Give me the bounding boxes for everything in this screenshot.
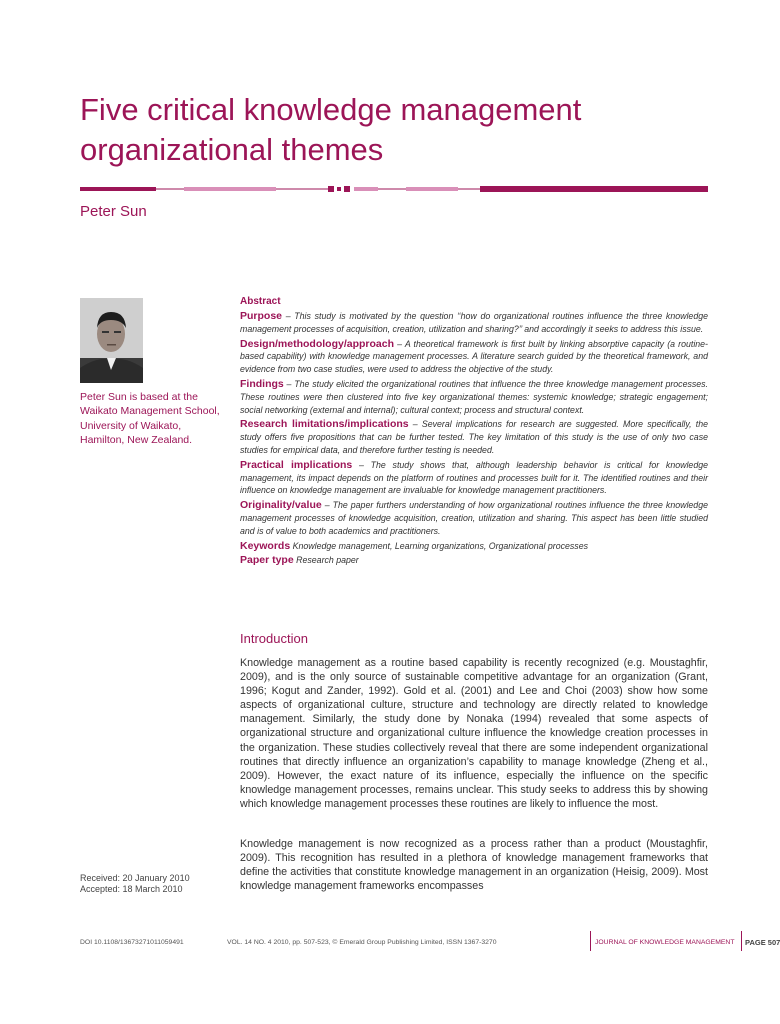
abstract-section xyxy=(240,296,708,569)
author-affiliation: Peter Sun is based at the Waikato Management School, University of Waikato, Hamilton, New Zealand. xyxy=(80,391,220,447)
received-date: Received: 20 January 2010 xyxy=(80,873,190,883)
abstract-originality xyxy=(240,499,708,537)
abstract-heading: Abstract xyxy=(240,296,281,307)
abstract-text: – The paper furthers understanding of how organizational routines influence the three knowledge management processes of knowledge acquisition, creation, utilization and sharing. This aspect has been little studied and is of value to both academics and practitioners. xyxy=(240,500,708,536)
abstract-text: Knowledge management, Learning organizations, Organizational processes xyxy=(290,540,588,551)
footer-divider xyxy=(741,931,742,951)
abstract-label: Purpose xyxy=(240,310,283,322)
abstract-findings xyxy=(240,378,708,416)
footer-divider xyxy=(590,931,591,951)
abstract-text: – The study shows that, although leadership behavior is critical for knowledge management, its impact depends on the platform of routines and processes built for it. The identified routines and their influence on knowledge management are invaluable for knowledge management practitioners. xyxy=(240,459,708,496)
abstract-paper-type xyxy=(240,554,708,567)
abstract-text: Research paper xyxy=(293,555,359,566)
abstract-text: – Several implications for research are suggested. More specifically, the study offers five propositions that can be further tested. The key limitation of this study is the use of only two case studies for empirical data, and therefore further testing is needed. xyxy=(240,419,708,455)
abstract-label: Research limitations/implications xyxy=(240,418,409,431)
introduction-paragraph-1: Knowledge management as a routine based capability is recently recognized (e.g. Moustaghfir, 2009), and is the only source of sustainable competitive advantage for an organization (Grant, 1996; Kogut and Zander, 1992). Gold et al. (2001) and Lee and Choi (2003) show how some aspects of organizational culture, structure and technology are directly related to knowledge management. Similarly, the study done by Nonaka (1994) revealed that some aspects of organizational structure and organizational culture influence the knowledge creation processes in the organization. These studies collectively reveal that there are some independent organizational routines that directly influence an organization’s capability to manage knowledge (Zheng et al., 2009). However, the exact nature of its influence, especially the influence on the specific knowledge management processes, remains unclear. This study seeks to address this by showing which knowledge management processes these routines are likely to influence the most. xyxy=(240,657,708,810)
abstract-limitations xyxy=(240,418,708,456)
author-name: Peter Sun xyxy=(80,203,147,220)
footer-doi: DOI 10.1108/13673271011059491 xyxy=(80,939,184,946)
abstract-label: Keywords xyxy=(240,539,291,552)
introduction-heading: Introduction xyxy=(240,631,308,646)
page-footer xyxy=(80,935,780,951)
abstract-text: – This study is motivated by the question ‘‘how do organizational routines influence the three knowledge management processes of acquisition, creation, utilization and sharing?’’ and accordingly it seeks to address this issue. xyxy=(240,311,708,334)
abstract-text: – A theoretical framework is first built by linking absorptive capacity (a routine-based capability) with knowledge management processes. A literature search guided by the theoretical framework, and evidence from two case studies, were used to address the objective of the study. xyxy=(240,338,708,375)
abstract-text: – The study elicited the organizational routines that influence the three knowledge management processes. These routines were then clustered into five key organizational themes: systemic knowledge; strategic engagement; social networking (external and internal); cultural context; process and structural context. xyxy=(240,378,708,415)
footer-page-number: PAGE 507 xyxy=(745,938,780,947)
abstract-label: Design/methodology/approach xyxy=(240,337,395,350)
introduction-paragraph-2: Knowledge management is now recognized as a process rather than a product (Moustaghfir, 2009). This recognition has resulted in a plethora of knowledge management frameworks that define the activities that constitute knowledge management in an organization (Heisig, 2009). Most knowledge management frameworks encompasses xyxy=(240,838,708,893)
footer-journal: JOURNAL OF KNOWLEDGE MANAGEMENT xyxy=(595,939,735,946)
abstract-label: Findings xyxy=(240,377,284,390)
abstract-practical xyxy=(240,459,708,497)
abstract-label: Practical implications xyxy=(240,458,353,471)
abstract-label: Originality/value xyxy=(240,499,322,512)
abstract-design xyxy=(240,338,708,376)
abstract-keywords xyxy=(240,540,708,553)
abstract-purpose xyxy=(240,310,708,336)
abstract-label: Paper type xyxy=(240,554,294,567)
article-title: Five critical knowledge management organizational themes xyxy=(80,92,582,167)
footer-volume: VOL. 14 NO. 4 2010, pp. 507-523, © Emerald Group Publishing Limited, ISSN 1367-3270 xyxy=(227,939,497,946)
submission-dates xyxy=(80,873,230,894)
accepted-date: Accepted: 18 March 2010 xyxy=(80,883,183,894)
decorative-rule xyxy=(80,185,708,193)
author-photo xyxy=(80,298,143,383)
